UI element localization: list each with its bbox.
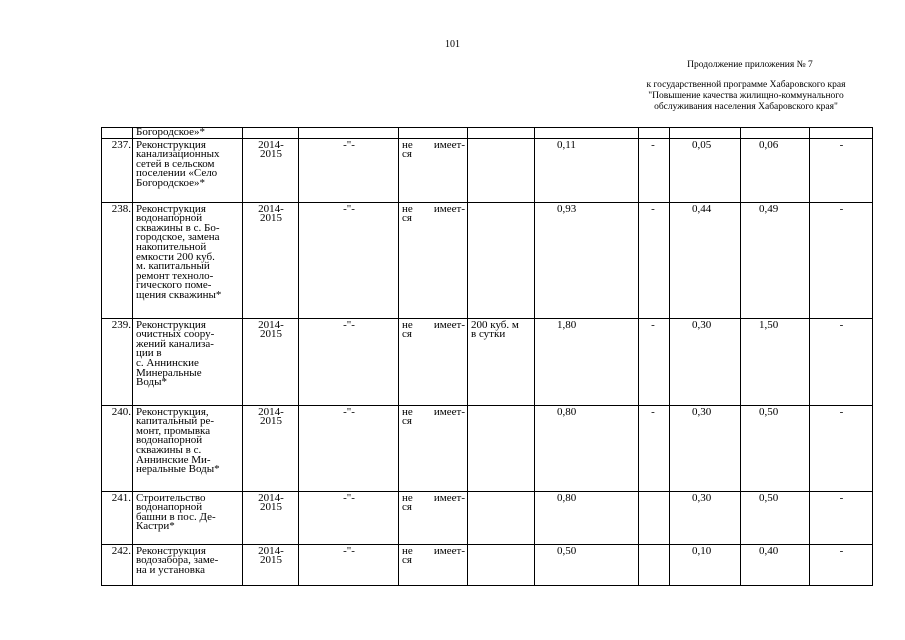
table-row bbox=[102, 491, 873, 544]
years bbox=[243, 138, 299, 202]
amount-c3: 1,50 bbox=[741, 318, 810, 405]
table-cell bbox=[468, 128, 535, 139]
capacity bbox=[468, 491, 535, 544]
name-line: м. капитальный bbox=[136, 260, 210, 273]
year-line: 2015 bbox=[260, 148, 282, 161]
status-line: ся bbox=[402, 148, 412, 161]
name-line: Минеральные bbox=[136, 366, 202, 379]
subtitle-line: к государственной программе Хабаровского края bbox=[646, 80, 846, 90]
capacity bbox=[468, 405, 535, 491]
object-name bbox=[133, 202, 243, 318]
years bbox=[243, 491, 299, 544]
name-line: Воды* bbox=[136, 376, 168, 389]
table-cell bbox=[741, 128, 810, 139]
status-line: ся bbox=[402, 554, 412, 567]
table-row bbox=[102, 318, 873, 405]
executor: -"- bbox=[299, 202, 399, 318]
name-line: монт, промывка bbox=[136, 424, 211, 437]
amount-2014: - bbox=[639, 138, 670, 202]
amount-c4: - bbox=[810, 544, 873, 585]
object-name bbox=[133, 544, 243, 585]
row-number: 242. bbox=[102, 544, 133, 585]
table-cell bbox=[299, 128, 399, 139]
name-line: Кастри* bbox=[136, 520, 175, 533]
name-line: Богородское»* bbox=[136, 176, 206, 189]
status-line: ся bbox=[402, 328, 412, 341]
name-line: канализационных bbox=[136, 148, 220, 161]
status-word: имеет- bbox=[433, 491, 465, 504]
subtitle-line: "Повышение качества жилищно-коммунального bbox=[648, 91, 844, 101]
status-word: не bbox=[402, 405, 413, 418]
row-number: 238. bbox=[102, 202, 133, 318]
year-line: 2014- bbox=[258, 405, 284, 418]
name-line: на и установка bbox=[136, 563, 206, 576]
object-name bbox=[133, 491, 243, 544]
amount-c3: 0,49 bbox=[741, 202, 810, 318]
amount-2014: - bbox=[639, 202, 670, 318]
years bbox=[243, 202, 299, 318]
table-cell bbox=[243, 128, 299, 139]
year-line: 2015 bbox=[260, 415, 282, 428]
status-word: не bbox=[402, 544, 413, 557]
name-line: гического поме- bbox=[136, 279, 212, 292]
table-cell bbox=[399, 128, 468, 139]
name-line: с. Аннинские bbox=[136, 356, 199, 369]
name-line: Реконструкция bbox=[136, 544, 206, 557]
name-line: башни в пос. Де- bbox=[136, 510, 216, 523]
amount-c4: - bbox=[810, 491, 873, 544]
amount-2015: 0,30 bbox=[670, 405, 741, 491]
name-line: жений канализа- bbox=[136, 337, 214, 350]
total-amount: 0,50 bbox=[535, 544, 639, 585]
executor: -"- bbox=[299, 138, 399, 202]
year-line: 2014- bbox=[258, 138, 284, 151]
status-word: не bbox=[402, 318, 413, 331]
object-name bbox=[133, 405, 243, 491]
name-line: Реконструкция bbox=[136, 202, 206, 215]
name-line: городское, замена bbox=[136, 231, 220, 244]
year-line: 2014- bbox=[258, 544, 284, 557]
status-word: имеет- bbox=[433, 138, 465, 151]
executor: -"- bbox=[299, 544, 399, 585]
amount-2014: - bbox=[639, 318, 670, 405]
status-word: не bbox=[402, 491, 413, 504]
capacity bbox=[468, 544, 535, 585]
capacity bbox=[468, 138, 535, 202]
capacity bbox=[468, 318, 535, 405]
amount-c4: - bbox=[810, 318, 873, 405]
years bbox=[243, 544, 299, 585]
name-line: поселении «Село bbox=[136, 167, 218, 180]
object-name bbox=[133, 318, 243, 405]
appendix-continuation: Продолжение приложения № 7 bbox=[687, 60, 813, 70]
name-line: щения скважины* bbox=[136, 288, 222, 301]
years bbox=[243, 405, 299, 491]
name-line: водозабора, заме- bbox=[136, 554, 219, 567]
capacity bbox=[468, 202, 535, 318]
name-line: Реконструкция, bbox=[136, 405, 209, 418]
name-line: водонапорной bbox=[136, 434, 203, 447]
total-amount: 1,80 bbox=[535, 318, 639, 405]
row-number: 237. bbox=[102, 138, 133, 202]
continuation-cell: Богородское»* bbox=[133, 128, 243, 139]
name-line: Строительство bbox=[136, 491, 206, 504]
amount-2014 bbox=[639, 491, 670, 544]
name-line: капитальный ре- bbox=[136, 415, 215, 428]
executor: -"- bbox=[299, 405, 399, 491]
amount-c4: - bbox=[810, 405, 873, 491]
year-line: 2015 bbox=[260, 328, 282, 341]
table-row bbox=[102, 405, 873, 491]
name-line: емкости 200 куб. bbox=[136, 250, 215, 263]
years bbox=[243, 318, 299, 405]
year-line: 2014- bbox=[258, 318, 284, 331]
name-line: скважины в с. Бо- bbox=[136, 221, 220, 234]
status bbox=[399, 544, 468, 585]
name-line: ремонт техноло- bbox=[136, 269, 214, 282]
status bbox=[399, 138, 468, 202]
name-line: накопительной bbox=[136, 240, 207, 253]
appendix-subtitle bbox=[596, 80, 896, 113]
executor: -"- bbox=[299, 318, 399, 405]
total-amount: 0,80 bbox=[535, 491, 639, 544]
capacity-line: в сутки bbox=[471, 328, 506, 341]
row-number: 239. bbox=[102, 318, 133, 405]
table-cell bbox=[535, 128, 639, 139]
name-line: Аннинские Ми- bbox=[136, 453, 211, 466]
amount-c4: - bbox=[810, 138, 873, 202]
table-row bbox=[102, 202, 873, 318]
total-amount: 0,11 bbox=[535, 138, 639, 202]
year-line: 2015 bbox=[260, 554, 282, 567]
capacity-line: 200 куб. м bbox=[471, 318, 519, 331]
amount-2014: - bbox=[639, 405, 670, 491]
amount-2015: 0,05 bbox=[670, 138, 741, 202]
amount-c3: 0,50 bbox=[741, 405, 810, 491]
table-cell bbox=[639, 128, 670, 139]
table-cell bbox=[670, 128, 741, 139]
object-name bbox=[133, 138, 243, 202]
status-word: не bbox=[402, 138, 413, 151]
table-cell bbox=[102, 128, 133, 139]
status bbox=[399, 202, 468, 318]
amount-c3: 0,50 bbox=[741, 491, 810, 544]
status-line: ся bbox=[402, 415, 412, 428]
name-line: скважины в с. bbox=[136, 443, 202, 456]
row-number: 241. bbox=[102, 491, 133, 544]
name-line: очистных соору- bbox=[136, 328, 215, 341]
name-line: водонапорной bbox=[136, 212, 203, 225]
amount-2014 bbox=[639, 544, 670, 585]
status-word: не bbox=[402, 202, 413, 215]
amount-c4: - bbox=[810, 202, 873, 318]
total-amount: 0,80 bbox=[535, 405, 639, 491]
status-word: имеет- bbox=[433, 318, 465, 331]
table-row bbox=[102, 544, 873, 585]
amount-2015: 0,30 bbox=[670, 318, 741, 405]
amount-2015: 0,44 bbox=[670, 202, 741, 318]
status-word: имеет- bbox=[433, 544, 465, 557]
status-line: ся bbox=[402, 212, 412, 225]
subtitle-line: обслуживания населения Хабаровского края" bbox=[654, 102, 838, 112]
amount-c3: 0,06 bbox=[741, 138, 810, 202]
continuation-row bbox=[102, 128, 873, 139]
name-line: сетей в сельском bbox=[136, 157, 215, 170]
status bbox=[399, 491, 468, 544]
year-line: 2015 bbox=[260, 501, 282, 514]
total-amount: 0,93 bbox=[535, 202, 639, 318]
year-line: 2014- bbox=[258, 202, 284, 215]
amount-2015: 0,30 bbox=[670, 491, 741, 544]
status-line: ся bbox=[402, 501, 412, 514]
name-line: неральные Воды* bbox=[136, 463, 220, 476]
year-line: 2014- bbox=[258, 491, 284, 504]
status bbox=[399, 318, 468, 405]
year-line: 2015 bbox=[260, 212, 282, 225]
page-number: 101 bbox=[445, 39, 460, 50]
name-line: Реконструкция bbox=[136, 138, 206, 151]
name-line: Реконструкция bbox=[136, 318, 206, 331]
status bbox=[399, 405, 468, 491]
executor: -"- bbox=[299, 491, 399, 544]
amount-2015: 0,10 bbox=[670, 544, 741, 585]
status-word: имеет- bbox=[433, 202, 465, 215]
row-number: 240. bbox=[102, 405, 133, 491]
amount-c3: 0,40 bbox=[741, 544, 810, 585]
status-word: имеет- bbox=[433, 405, 465, 418]
table-row bbox=[102, 138, 873, 202]
program-table bbox=[101, 127, 873, 586]
table-cell bbox=[810, 128, 873, 139]
name-line: водонапорной bbox=[136, 501, 203, 514]
name-line: ции в bbox=[136, 347, 162, 360]
